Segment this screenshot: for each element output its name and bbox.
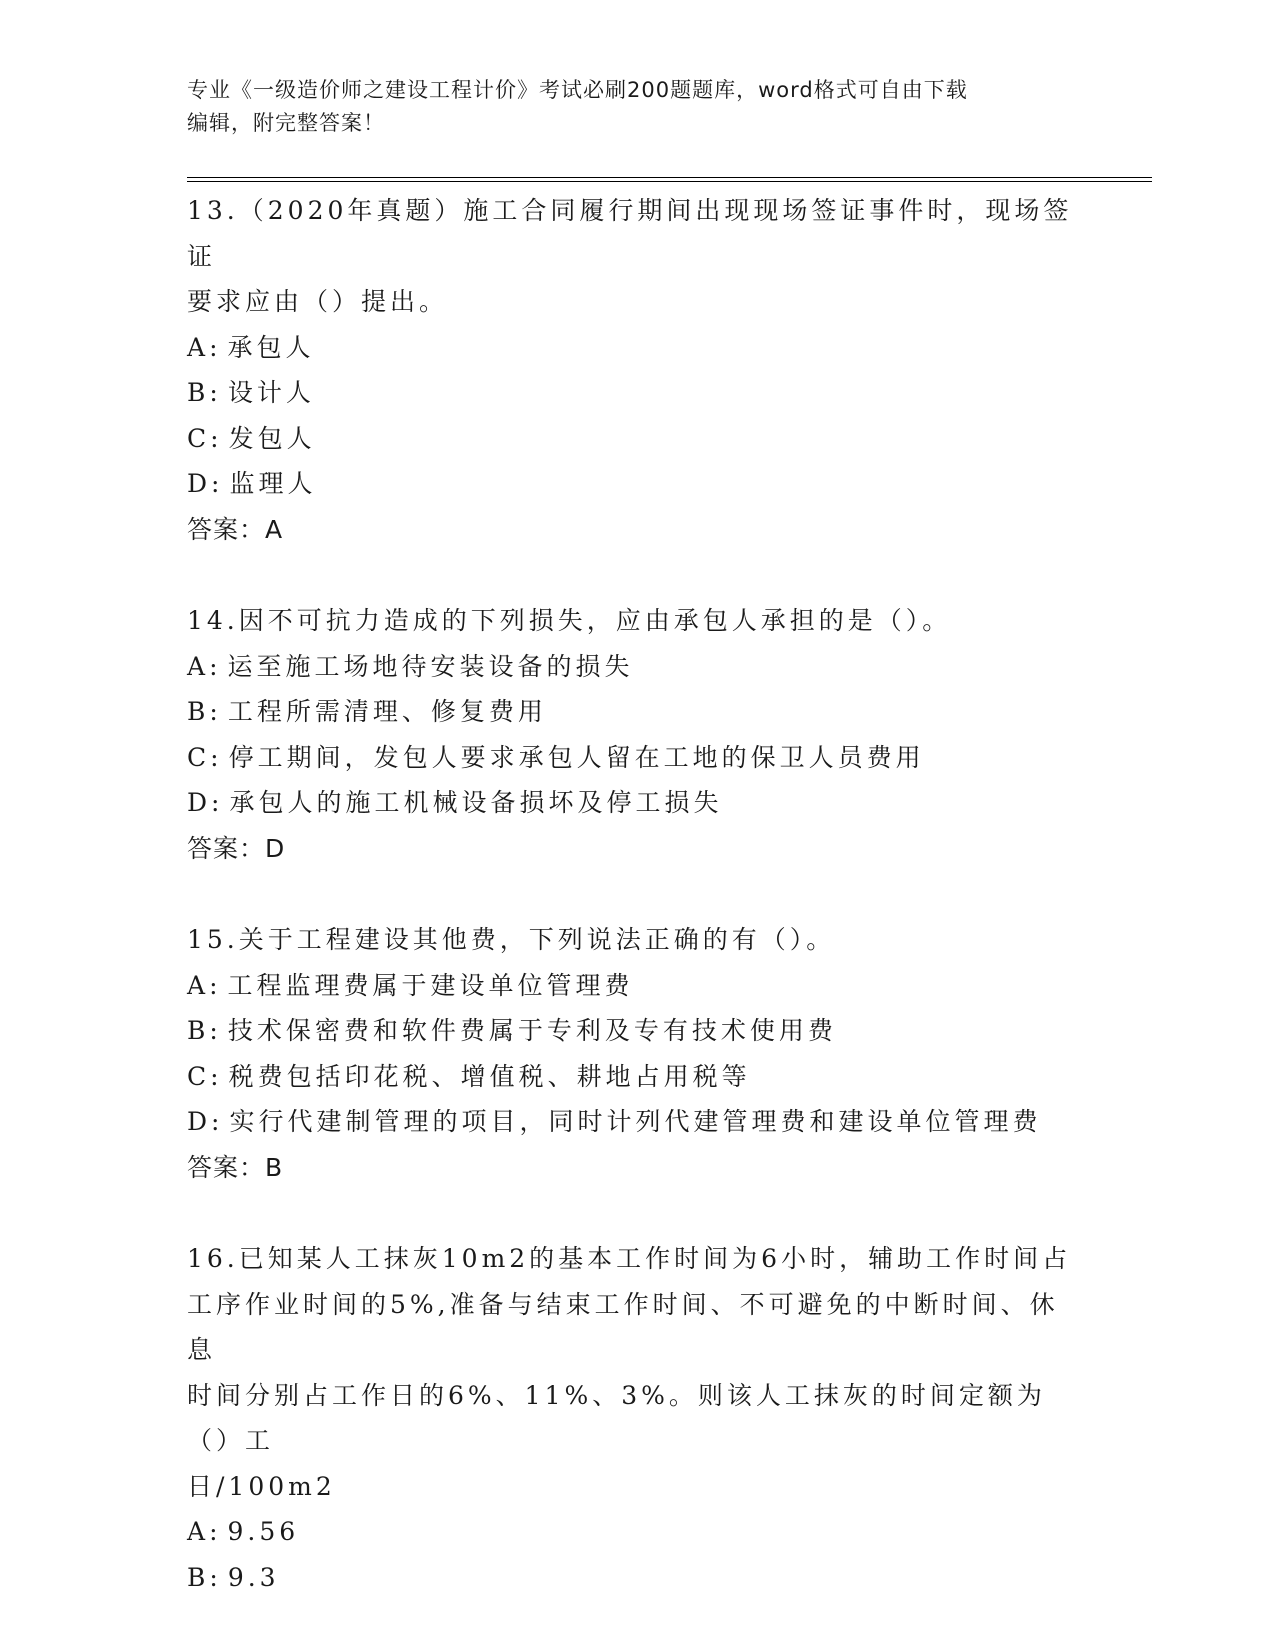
question-stem-line: 工序作业时间的5%,准备与结束工作时间、不可避免的中断时间、休息: [187, 1289, 1059, 1364]
option-d: [187, 461, 1087, 507]
answer-line: 答案：A: [187, 514, 284, 544]
option-separator: :: [209, 1517, 222, 1546]
option-letter: B: [187, 1016, 210, 1045]
option-text: 税费包括印花税、增值税、耕地占用税等: [228, 1061, 751, 1091]
option-d: [187, 1099, 1087, 1145]
question-13: [187, 188, 1087, 552]
document-header: [187, 74, 1067, 140]
option-a: [187, 963, 1087, 1009]
question-list: [187, 188, 1087, 1600]
option-c: [187, 735, 1087, 781]
option-text: 9.3: [227, 1562, 280, 1592]
question-stem-line: 要求应由（）提出。: [187, 287, 449, 316]
option-letter: C: [187, 423, 211, 453]
header-divider-bottom: [187, 181, 1152, 182]
option-text: 承包人的施工机械设备损坏及停工损失: [229, 788, 723, 817]
option-separator: :: [209, 332, 222, 362]
option-letter: B: [187, 1562, 210, 1592]
option-text: 停工期间，发包人要求承包人留在工地的保卫人员费用: [228, 742, 925, 772]
option-text: 设计人: [227, 378, 315, 407]
option-letter: B: [187, 378, 210, 407]
option-a: [187, 644, 1087, 690]
option-c: [187, 416, 1087, 462]
question-15: [187, 917, 1087, 1190]
option-letter: A: [187, 1517, 210, 1546]
header-line-2: 编辑，附完整答案！: [187, 111, 385, 135]
question-14: [187, 598, 1087, 871]
option-b: [187, 689, 1087, 735]
option-d: [187, 780, 1087, 826]
option-b: [187, 370, 1087, 416]
header-line-1: 专业《一级造价师之建设工程计价》考试必刷200题题库，word格式可自由下载: [187, 78, 968, 102]
question-spacer: [187, 552, 1087, 598]
option-text: 9.56: [227, 1517, 300, 1546]
question-stem-line: 时间分别占工作日的6%、11%、3%。则该人工抹灰的时间定额为（）工: [187, 1380, 1046, 1455]
header-divider-top: [187, 177, 1152, 178]
option-text: 监理人: [229, 469, 317, 498]
option-text: 运至施工场地待安装设备的损失: [227, 651, 634, 681]
option-separator: :: [209, 697, 222, 726]
option-letter: D: [187, 469, 212, 498]
option-separator: :: [210, 423, 223, 453]
option-separator: :: [210, 1061, 223, 1091]
option-separator: :: [209, 651, 222, 681]
option-a: [187, 325, 1087, 371]
option-text: 实行代建制管理的项目，同时计列代建管理费和建设单位管理费: [229, 1107, 1042, 1136]
question-stem-line: 日/100m2: [187, 1471, 336, 1501]
option-letter: D: [187, 1107, 212, 1136]
answer-line: 答案：D: [187, 833, 286, 863]
option-text: 承包人: [227, 332, 315, 362]
option-text: 发包人: [228, 423, 316, 453]
option-b: [187, 1008, 1087, 1054]
question-spacer: [187, 1190, 1087, 1236]
option-letter: C: [187, 742, 211, 772]
option-separator: :: [211, 1107, 224, 1136]
question-16: [187, 1236, 1087, 1600]
option-separator: :: [209, 970, 222, 1000]
question-stem-line: 14.因不可抗力造成的下列损失，应由承包人承担的是（）。: [187, 606, 952, 635]
question-stem-line: 16.已知某人工抹灰10m2的基本工作时间为6小时，辅助工作时间占: [187, 1244, 1072, 1273]
option-letter: A: [187, 970, 210, 1000]
option-separator: :: [211, 788, 224, 817]
option-separator: :: [209, 1016, 222, 1045]
question-stem-line: 13.（2020年真题）施工合同履行期间出现现场签证事件时，现场签证: [187, 196, 1073, 271]
option-separator: :: [211, 469, 224, 498]
option-text: 技术保密费和软件费属于专利及专有技术使用费: [227, 1016, 837, 1045]
answer-line: 答案：B: [187, 1152, 284, 1182]
option-c: [187, 1054, 1087, 1100]
question-stem-line: 15.关于工程建设其他费，下列说法正确的有（）。: [187, 925, 836, 954]
option-letter: B: [187, 697, 210, 726]
option-b: [187, 1555, 1087, 1601]
option-a: [187, 1509, 1087, 1555]
option-separator: :: [209, 1562, 222, 1592]
option-text: 工程监理费属于建设单位管理费: [227, 970, 634, 1000]
option-letter: A: [187, 651, 210, 681]
option-separator: :: [209, 378, 222, 407]
option-letter: C: [187, 1061, 211, 1091]
option-separator: :: [210, 742, 223, 772]
question-spacer: [187, 871, 1087, 917]
option-letter: A: [187, 332, 210, 362]
option-letter: D: [187, 788, 212, 817]
option-text: 工程所需清理、修复费用: [227, 697, 547, 726]
